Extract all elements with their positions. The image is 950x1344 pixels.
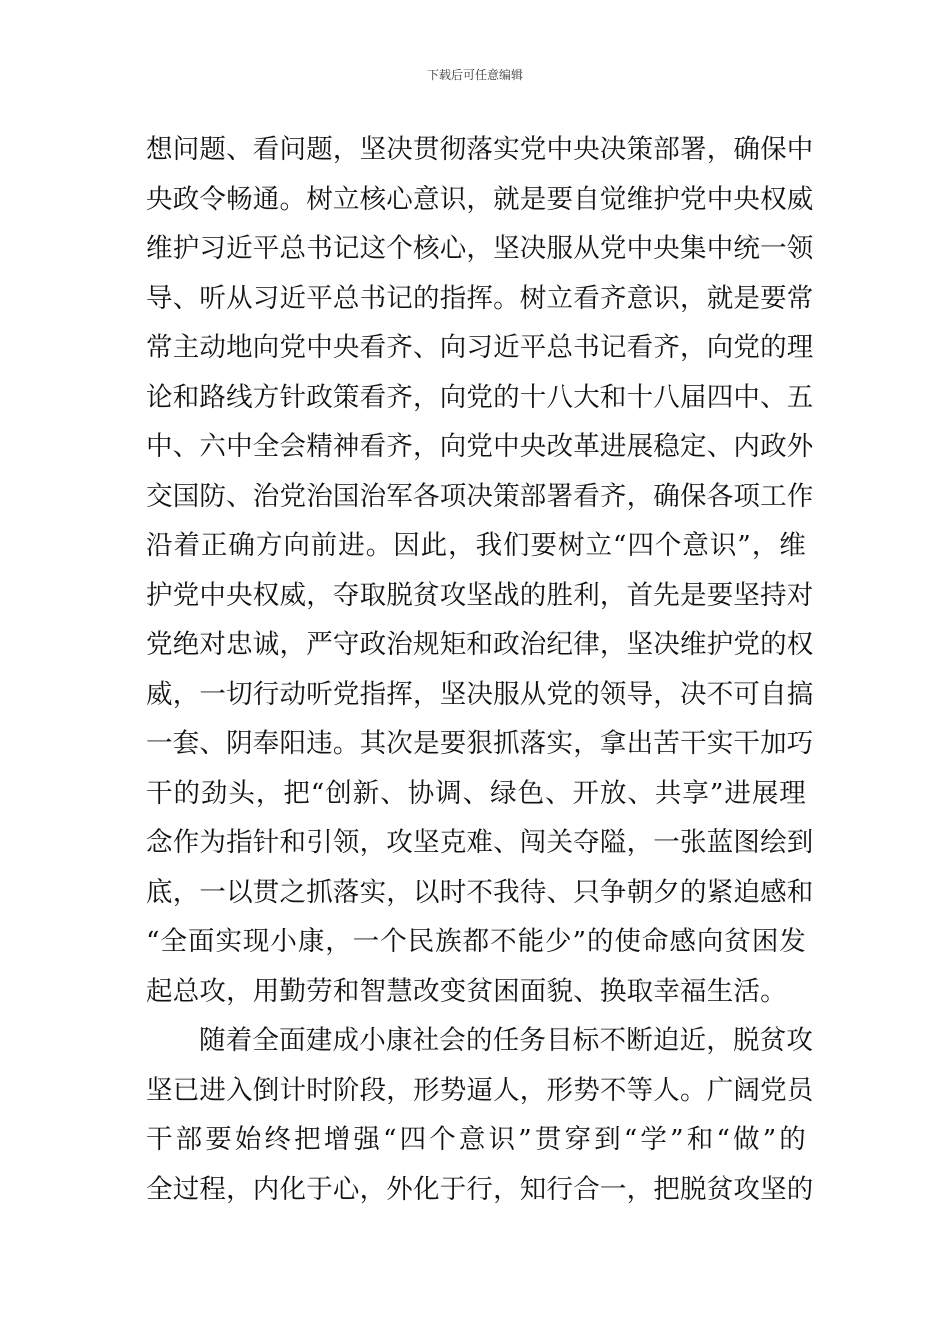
text-line: 威，一切行动听党指挥，坚决服从党的领导，决不可自搞 xyxy=(146,678,814,710)
text-line: 维护习近平总书记这个核心，坚决服从党中央集中统一领 xyxy=(146,233,814,264)
text-line: 底，一以贯之抓落实，以时不我待、只争朝夕的紧迫感和 xyxy=(146,876,814,908)
text-line: 一套、阴奉阳违。其次是要狠抓落实，拿出苦干实干加巧 xyxy=(146,728,814,759)
text-line: 沿着正确方向前进。因此，我们要树立“四个意识”，维 xyxy=(146,530,806,561)
paragraph-1 xyxy=(146,125,814,1016)
text-line: 念作为指针和引领，攻坚克难、闯关夺隘，一张蓝图绘到 xyxy=(146,827,814,858)
text-line: 导、听从习近平总书记的指挥。树立看齐意识，就是要常 xyxy=(146,282,814,314)
text-line: 中、六中全会精神看齐，向党中央改革进展稳定、内政外 xyxy=(146,431,814,462)
text-line: 干部要始终把增强“四个意识”贯穿到“学”和“做”的 xyxy=(146,1124,806,1155)
text-line: 想问题、看问题，坚决贯彻落实党中央决策部署，确保中 xyxy=(146,134,814,165)
page-header: 下载后可任意编辑 xyxy=(426,68,523,82)
text-line: 常主动地向党中央看齐、向习近平总书记看齐，向党的理 xyxy=(146,332,814,363)
text-line: 护党中央权威，夺取脱贫攻坚战的胜利，首先是要坚持对 xyxy=(146,579,814,611)
text-line: 起总攻，用勤劳和智慧改变贫困面貌、换取幸福生活。 xyxy=(146,975,787,1007)
document-body xyxy=(146,125,814,1214)
text-line: 央政令畅通。树立核心意识，就是要自觉维护党中央权威 xyxy=(146,183,814,215)
text-line: 干的劲头，把“创新、协调、绿色、开放、共享”进展理 xyxy=(146,777,806,809)
text-line: 全过程，内化于心，外化于行，知行合一，把脱贫攻坚的 xyxy=(146,1173,814,1205)
text-line: 党绝对忠诚，严守政治规矩和政治纪律，坚决维护党的权 xyxy=(146,629,814,660)
text-line: 交国防、治党治国治军各项决策部署看齐，确保各项工作 xyxy=(146,480,814,512)
text-line: 论和路线方针政策看齐，向党的十八大和十八届四中、五 xyxy=(146,381,814,413)
text-line: 坚已进入倒计时阶段，形势逼人，形势不等人。广阔党员 xyxy=(146,1074,814,1106)
paragraph-2 xyxy=(146,1016,814,1214)
text-line: “全面实现小康，一个民族都不能少”的使命感向贫困发 xyxy=(146,926,806,957)
text-line: 随着全面建成小康社会的任务目标不断迫近，脱贫攻 xyxy=(199,1025,814,1056)
